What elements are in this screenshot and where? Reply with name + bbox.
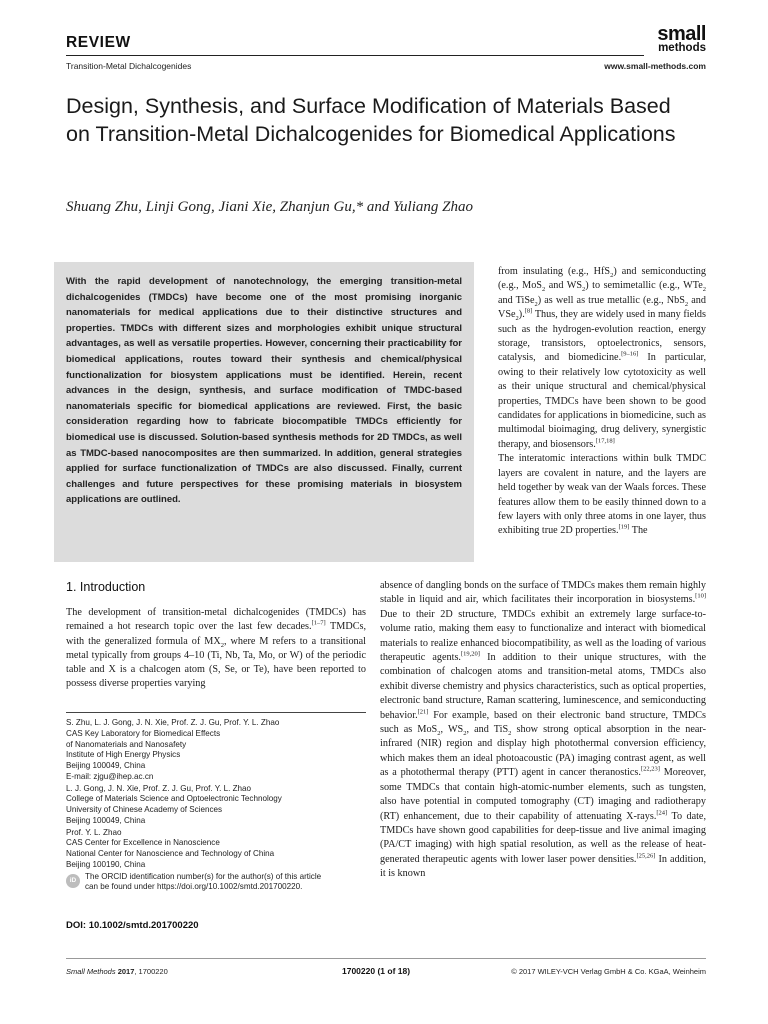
journal-url[interactable]: www.small-methods.com (604, 61, 706, 71)
orcid-icon: iD (66, 874, 80, 888)
journal-logo-line1: small (657, 23, 706, 45)
intro-paragraph: The development of transition-metal dichalcogenides (TMDCs) has remained a hot research topic over the last few decades.[1–7] TMDCs, with the generalized formula of $MX_2$, where M refers to a transitional metal typically from groups 4–10 (Ti, Nb, Ta, Mo, or W) of the periodic table and X is a chalcogen atom (S, Se, or Te), have been reported to possess diverse properties varying (66, 607, 366, 690)
affiliation-line: CAS Key Laboratory for Biomedical Effects (66, 728, 221, 738)
right-column-body (380, 579, 706, 882)
section-topic-label: Transition-Metal Dichalcogenides (66, 61, 192, 71)
affiliations (66, 718, 376, 893)
footer-citation: Small Methods 2017, 1700220 (66, 967, 168, 976)
affiliation-line: of Nanomaterials and Nanosafety (66, 739, 187, 749)
affiliation-line: University of Chinese Academy of Sciences (66, 805, 223, 814)
affiliation-line: Prof. Y. L. Zhao (66, 827, 122, 837)
citation[interactable]: [25,26] (636, 852, 656, 860)
journal-logo-line2: methods (658, 42, 706, 54)
citation[interactable]: [24] (656, 809, 668, 817)
header-rule (66, 55, 644, 56)
orcid-text[interactable]: The ORCID identification number(s) for the author(s) of this article can be found under https://doi.org/10.1002/smtd.201700220. (85, 871, 322, 892)
right-column-top (498, 265, 706, 539)
affiliation-line: Beijing 100049, China (66, 761, 146, 770)
affiliation-line: National Center for Nanoscience and Technology of China (66, 849, 275, 858)
footer-copyright: © 2017 WILEY-VCH Verlag GmbH & Co. KGaA, Weinheim (511, 967, 706, 976)
citation[interactable]: [17,18] (595, 437, 615, 445)
affiliation-line: Institute of High Energy Physics (66, 750, 181, 760)
journal-logo (646, 24, 706, 55)
affiliation-line: CAS Center for Excellence in Nanoscience (66, 838, 220, 848)
affiliation-line: Beijing 100190, China (66, 859, 146, 869)
intro-heading: 1. Introduction (66, 580, 146, 594)
citation[interactable]: [8] (524, 307, 533, 315)
citation[interactable]: [19,20] (460, 650, 480, 658)
abstract-box (54, 262, 474, 562)
footer-rule (66, 958, 706, 959)
paragraph-continued: absence of dangling bonds on the surface of TMDCs makes them remain highly stable in liquid and air, which facilitates their incorporation in biosystems.[10] Due to their 2D structure, TMDCs exhibit an extremely large surface-to-volume ratio, making them easy to functionalize and interact with biomedical materials to realize enhanced biocompatibility, as well as the loading of various therapeutic agents.[19,20] In addition to their unique structures, with the combination of chalcogen atoms and transition-metal atoms, TMDCs also exhibit diverse chemistry and physics characteristics, such as optical properties, electronic band structure, Raman scattering, luminescence, and semiconducting behavior.[21] For example, based on their electronic band structure, TMDCs such as MoS$_2$, $WS_2$, and TiS$_2$ show strong optical absorption in the near-infrared (NIR) region and display high photothermal conversion efficiency, which makes them an ideal photoacoustic (PA) imaging contrast agent, as well as a photothermal therapy (PTT) agent in cancer theranostics.[22,23] Moreover, some TMDCs that contain high-atomic-number elements, such as tungsten, also have potential in computed tomography (CT) imaging and radiotherapy (RT) enhancement, due to their capability of attenuating X-rays.[24] To date, TMDCs have shown good capabilities for deep-tissue and live animal imaging (PA/CT imaging) with high spatial resolution, as well as the release of heat-generated therapeutic agents with lower laser power densities.[25,26] In addition, it is known (380, 580, 707, 880)
section-type-label: REVIEW (66, 34, 131, 51)
citation[interactable]: [22,23] (640, 765, 660, 773)
affiliation-line: Beijing 100049, China (66, 815, 146, 825)
citation[interactable]: [21] (417, 708, 429, 716)
paragraph-interatomic: The interatomic interactions within bulk TMDC layers are covalent in nature, and the layers are held together by weak van der Waals forces. These features allow them to be easily thinned down to a few layers with only three atoms in one layer, thus exhibiting true 2D properties.[19] The (498, 453, 706, 537)
affiliation-rule (66, 712, 366, 713)
affiliation-line: L. J. Gong, J. N. Xie, Prof. Z. J. Gu, Prof. Y. L. Zhao (66, 783, 252, 793)
affiliation-line: College of Materials Science and Optoelectronic Technology (66, 794, 282, 804)
email-link[interactable]: E-mail: zjgu@ihep.ac.cn (66, 771, 154, 781)
author-list: Shuang Zhu, Linji Gong, Jiani Xie, Zhanjun Gu,* and Yuliang Zhao (66, 199, 473, 215)
citation[interactable]: [10] (695, 593, 706, 601)
citation[interactable]: [19] (618, 523, 630, 531)
affiliation-line: S. Zhu, L. J. Gong, J. N. Xie, Prof. Z. J. Gu, Prof. Y. L. Zhao (66, 718, 280, 727)
abstract-text: With the rapid development of nanotechnology, the emerging transition-metal dichalcogenides (TMDCs) have become one of the most promising inorganic nanomaterials for medical applications due to their distinctive structures and properties. TMDCs with different sizes and morphologies exhibit unique structural advantages, as well as versatile properties. However, concerning their practicability for biomedical applications, routes toward their synthesis and chemical/physical functionalization for biosystem applications must be identified. Herein, recent advances in the design, synthesis, and surface modification of TMDC-based nanomaterials specific for biomedical applications are reviewed. First, the basic consideration regarding how to fabricate biocompatible TMDCs efficiently for biomedical use is discussed. Solution-based synthesis methods for 2D TMDCs, as well as TMDC-based nanocomposites are then summarized. In addition, general strategies applied for surface functionalization of TMDCs are also discussed. Finally, current challenges and future perspectives for these promising materials in biosystem applications are outlined. (66, 276, 462, 506)
citation[interactable]: [1–7] (311, 619, 326, 627)
citation[interactable]: [9–16] (621, 351, 639, 359)
article-title: Design, Synthesis, and Surface Modification of Materials Based on Transition-Metal Dichalcogenides for Biomedical Applications (66, 94, 676, 146)
page-number: 1700220 (1 of 18) (342, 966, 411, 976)
paragraph-properties: from insulating (e.g., HfS$_2$) and semiconducting (e.g., MoS$_2$ and $WS_2$) to semimetallic (e.g., WTe$_2$ and TiSe$_2$) as well as true metallic (e.g., NbS$_2$ and VSe$_2$).[8] Thus, they are widely used in many fields such as the hydrogen-evolution reaction, energy storage, transistors, optoelectronics, sensors, catalysis, and biomedicine.[9–16] In particular, owing to their relatively low cytotoxicity as well as their unique structural and chemical/physical properties, TMDCs have been shown to be good candidates for applications in biomedicine, such as multimodal bioimaging, drug delivery, synergistic therapy, and biosensors.[17,18] (498, 266, 707, 450)
doi-link[interactable]: DOI: 10.1002/smtd.201700220 (66, 920, 199, 931)
orcid-note (66, 872, 376, 894)
